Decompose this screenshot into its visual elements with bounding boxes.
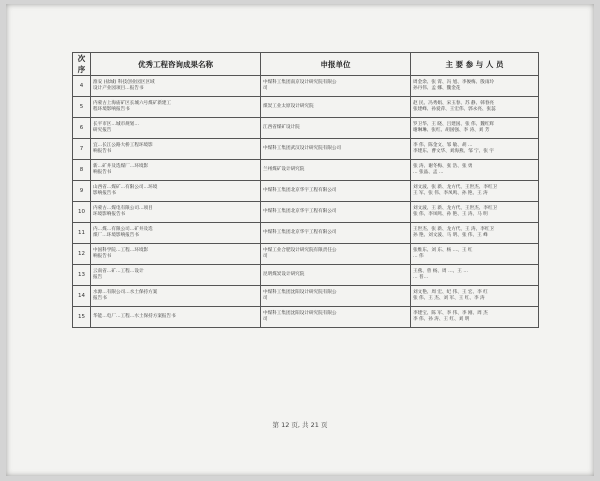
participants: 刘文波、张 新、龙方代、王世杰、李红卫 王 军、张 伟、李凤鸣、孙 艳、王 涛 (411, 181, 539, 202)
applicant-unit: 昆明煤炭设计研究院 (261, 265, 411, 286)
applicant-unit: 中煤工业合肥设计研究院有限责任公 司 (261, 244, 411, 265)
project-name: 华能…电厂…工程…水土保持方案报告书 (91, 307, 261, 328)
participants: 李 伟、陈金文、邹 敏、胡 … 李建东、曹文华、刘海燕、邹 宁、张 宇 (411, 139, 539, 160)
table-row (73, 202, 539, 223)
project-name: 中国科学院…工程…环境影 响报告书 (91, 244, 261, 265)
applicant-unit: 中煤科工集团沈阳设计研究院有限公 司 (261, 286, 411, 307)
header-unit: 申报单位 (261, 53, 411, 76)
table-row (73, 160, 539, 181)
applicant-unit: 中煤科工集团沈阳设计研究院有限公 司 (261, 307, 411, 328)
table-row (73, 76, 539, 97)
project-name: 水源…有限公司…水土保持方案 报告书 (91, 286, 261, 307)
applicant-unit: 中煤科工集团武汉设计研究院有限公司 (261, 139, 411, 160)
table-header-row (73, 53, 539, 76)
participants: 刘文艳、周 宏、纪 伟、王 宏、李 红 张 伟、王 杰、刘 军、王 红、李 涛 (411, 286, 539, 307)
participants: 王燕、曾 杨、周 …、王 … … 普… (411, 265, 539, 286)
table-row (73, 223, 539, 244)
page-number: 第 12 页, 共 21 页 (272, 421, 328, 429)
project-name: 长平市区…城市规划… 研究报告 (91, 118, 261, 139)
row-number: 9 (73, 181, 91, 202)
project-name: 山西省…煤矿…有限公司…环境 影响报告书 (91, 181, 261, 202)
table-row (73, 118, 539, 139)
table-row (73, 286, 539, 307)
row-number: 15 (73, 307, 91, 328)
applicant-unit: 中煤科工集团北京华宇工程有限公司 (261, 223, 411, 244)
header-name: 优秀工程咨询成果名称 (91, 53, 261, 76)
participants: 张维东、刘 东、杨 …、王 红 … 伟 (411, 244, 539, 265)
participants: 张 涛、谢冬梅、张 浩、张 勇 … 张晶、孟 … (411, 160, 539, 181)
participants: 周金余、张 霄、冯 旭、李俊梅、殷雨玲 孙丹伟、孟 娜、魏金花 (411, 76, 539, 97)
project-name: 新…矿井及选煤厂…环境影 响报告书 (91, 160, 261, 181)
table-row (73, 181, 539, 202)
project-name: 内蒙古…煤电有限公司…项目 环境影响报告书 (91, 202, 261, 223)
table-row (73, 307, 539, 328)
row-number: 6 (73, 118, 91, 139)
applicant-unit: 中煤科工集团北京华宇工程有限公司 (261, 202, 411, 223)
participants: 赵 民、冯秀娟、宋玉春、苏 静、韩春亮 张建峰、孙爱萍、王宏伟、郭永亮、张蕊 (411, 97, 539, 118)
row-number: 13 (73, 265, 91, 286)
applicant-unit: 中煤科工集团南京设计研究院有限公 司 (261, 76, 411, 97)
applicant-unit: 煤炭工业太原设计研究院 (261, 97, 411, 118)
results-table (72, 52, 539, 328)
table-row (73, 139, 539, 160)
table-row (73, 244, 539, 265)
project-name: 内…煤…有限公司…矿井及选 煤厂…环境影响报告书 (91, 223, 261, 244)
project-name: 淮安 (盐城) 科技创业园区区域 设计产业园项目…报告书 (91, 76, 261, 97)
header-people: 主 要 参 与 人 员 (411, 53, 539, 76)
table-row (73, 265, 539, 286)
table-row (73, 97, 539, 118)
row-number: 8 (73, 160, 91, 181)
row-number: 4 (73, 76, 91, 97)
header-no: 次序 (73, 53, 91, 76)
row-number: 11 (73, 223, 91, 244)
participants: 王世杰、张 新、龙方代、王 涛、李红卫 孙 艳、刘文波、马 明、张 伟、王 峰 (411, 223, 539, 244)
participants: 李建宝、陈 军、李 伟、李 刚、周 杰 李 伟、孙 涛、王 红、刘 明 (411, 307, 539, 328)
row-number: 5 (73, 97, 91, 118)
applicant-unit: 中煤科工集团北京华宇工程有限公司 (261, 181, 411, 202)
participants: 罗卫华、王 晓、吕建国、张 伟、魏红辉 谢琳琳、张红、胡国强、李 涛、刘 芳 (411, 118, 539, 139)
row-number: 14 (73, 286, 91, 307)
participants: 刘文波、王 新、龙方代、王世杰、李红卫 张 伟、李凤鸣、孙 艳、王 涛、马 明 (411, 202, 539, 223)
project-name: 宜…长江公路大桥工程环境影 响报告书 (91, 139, 261, 160)
project-name: 云南省…矿…工程…设计 报告 (91, 265, 261, 286)
project-name: 内蒙古上海庙矿区长城六号煤矿新建工 程环境影响报告书 (91, 97, 261, 118)
applicant-unit: 兰州煤矿设计研究院 (261, 160, 411, 181)
row-number: 10 (73, 202, 91, 223)
applicant-unit: 江西省煤矿设计院 (261, 118, 411, 139)
row-number: 7 (73, 139, 91, 160)
row-number: 12 (73, 244, 91, 265)
table-body (73, 76, 539, 328)
